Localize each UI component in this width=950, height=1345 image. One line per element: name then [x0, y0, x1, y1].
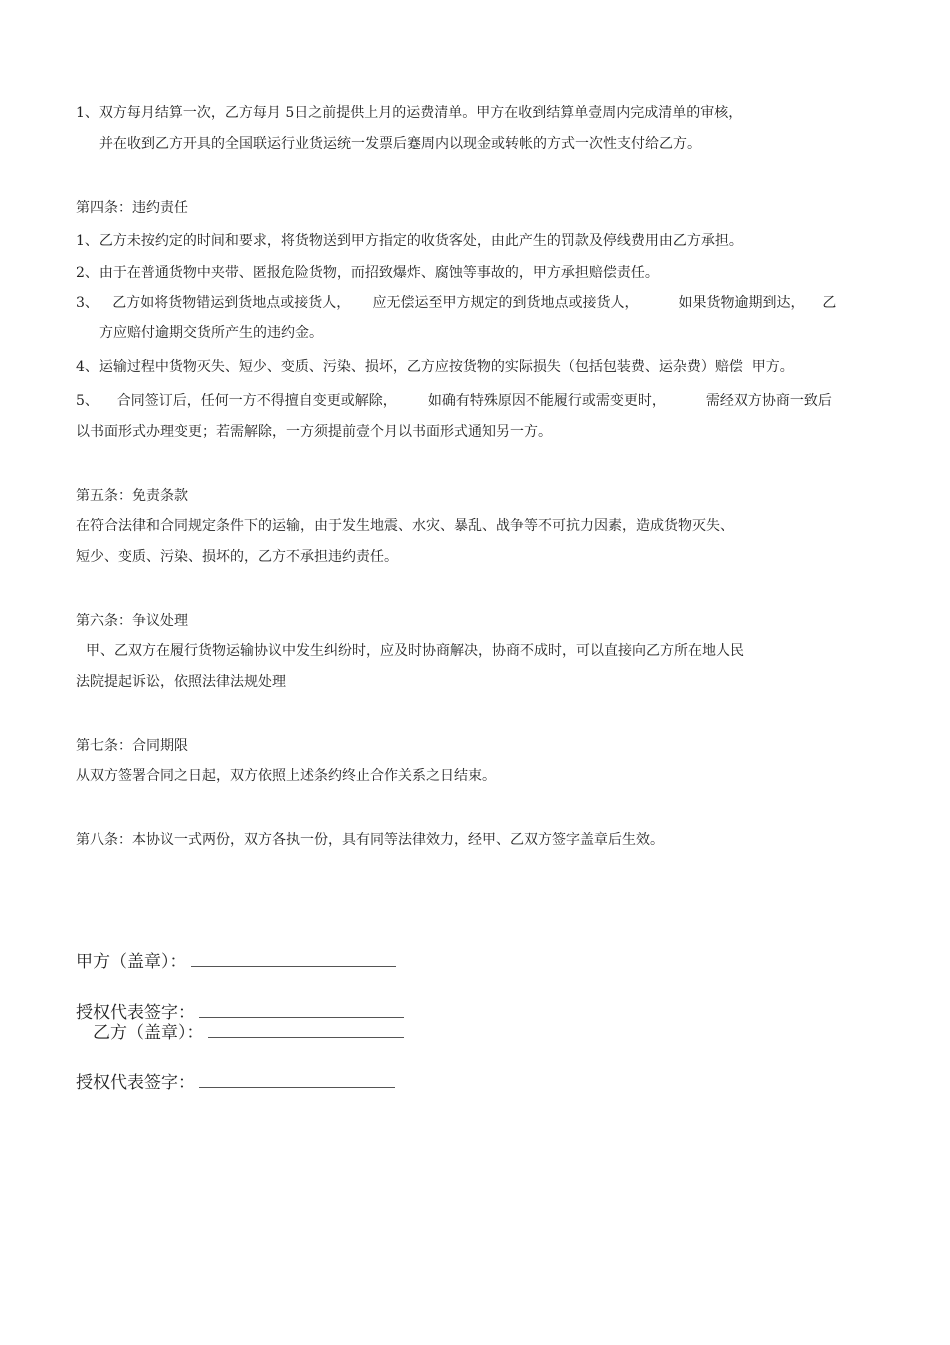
article-7-title: 第七条：合同期限	[76, 738, 188, 754]
party-a-seal-line[interactable]	[191, 952, 396, 967]
article-6-line-2: 法院提起诉讼，依照法律法规处理	[76, 674, 286, 690]
party-b-rep-signature-line[interactable]	[199, 1073, 395, 1088]
party-b-seal-line[interactable]	[208, 1023, 404, 1038]
article-5-line-1: 在符合法律和合同规定条件下的运输，由于发生地震、水灾、暴乱、战争等不可抗力因素，造成货物灭失、	[76, 518, 734, 534]
party-b-rep-row	[76, 1072, 395, 1094]
party-b-seal-label: 乙方（盖章）：	[93, 1023, 204, 1043]
article-7-line-1: 从双方签署合同之日起，双方依照上述条约终止合作关系之日结束。	[76, 768, 496, 784]
article-4-item-5-line-1: 5、 合同签订后，任何一方不得擅自变更或解除， 如确有特殊原因不能履行或需变更时， 需经双方协商一致后	[76, 393, 832, 409]
article-5-title: 第五条：免责条款	[76, 488, 188, 504]
article-8-line-1: 第八条：本协议一式两份，双方各执一份，具有同等法律效力，经甲、乙双方签字盖章后生效。	[76, 832, 664, 848]
settlement-item-1-line-2: 并在收到乙方开具的全国联运行业货运统一发票后蹇周内以现金或转帐的方式一次性支付给乙方。	[99, 136, 701, 152]
article-4-item-1: 1、乙方未按约定的时间和要求，将货物送到甲方指定的收货客处，由此产生的罚款及停线费用由乙方承担。	[76, 233, 743, 249]
article-4-item-4: 4、运输过程中货物灭失、短少、变质、污染、损坏，乙方应按货物的实际损失（包括包装费、运杂费）赔偿 甲方。	[76, 359, 794, 375]
article-5-line-2: 短少、变质、污染、损坏的，乙方不承担违约责任。	[76, 549, 398, 565]
article-4-title: 第四条：违约责任	[76, 200, 188, 216]
article-4-item-3-line-2: 方应赔付逾期交货所产生的违约金。	[99, 325, 323, 341]
party-a-rep-row	[76, 1002, 404, 1024]
party-a-rep-signature-line[interactable]	[199, 1003, 404, 1018]
article-6-title: 第六条：争议处理	[76, 613, 188, 629]
party-a-seal-label: 甲方（盖章）：	[76, 952, 187, 972]
party-a-rep-label: 授权代表签字：	[76, 1003, 195, 1023]
article-6-line-1: 甲、乙双方在履行货物运输协议中发生纠纷时，应及时协商解决，协商不成时，可以直接向乙方所在地人民	[86, 643, 744, 659]
article-4-item-5-line-2: 以书面形式办理变更；若需解除，一方须提前壹个月以书面形式通知另一方。	[76, 424, 552, 440]
party-b-rep-label: 授权代表签字：	[76, 1073, 195, 1093]
article-4-item-3-line-1: 3、 乙方如将货物错运到货地点或接货人， 应无偿运至甲方规定的到货地点或接货人， 如果货物逾期到达， 乙	[76, 295, 837, 311]
party-a-seal-row	[76, 951, 396, 973]
article-4-item-2: 2、由于在普通货物中夹带、匿报危险货物，而招致爆炸、腐蚀等事故的，甲方承担赔偿责任。	[76, 265, 659, 281]
party-b-seal-row	[93, 1022, 404, 1044]
settlement-item-1-line-1: 1、双方每月结算一次，乙方每月 5日之前提供上月的运费清单。甲方在收到结算单壹周内完成清单的审核，	[76, 105, 743, 121]
